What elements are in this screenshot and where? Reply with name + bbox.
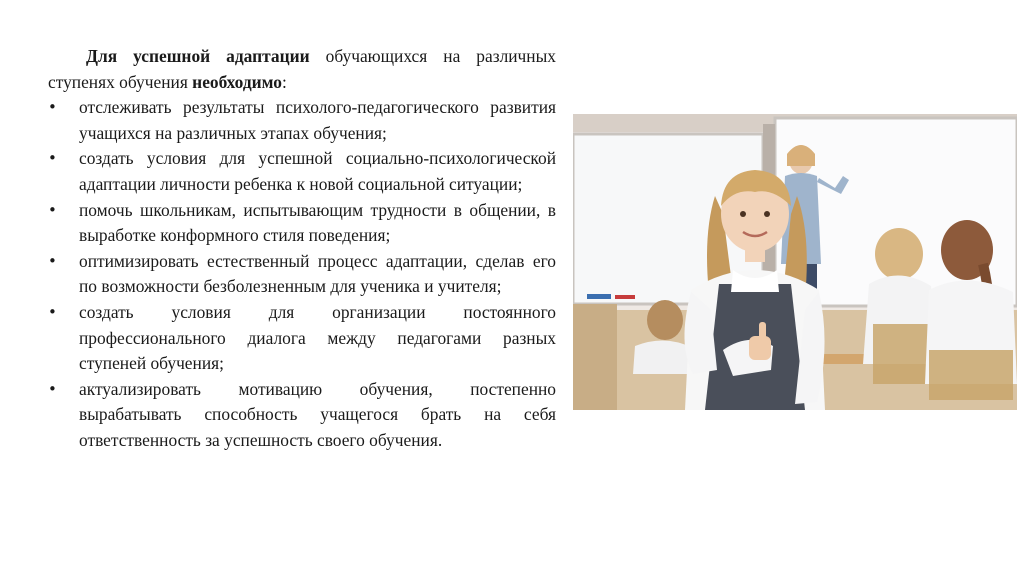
list-item-text: создать условия для успешной социально-психологической адаптации личности ребенка к новой социальной ситуации; (79, 148, 556, 194)
intro-bold-lead: Для успешной адаптации (86, 46, 310, 66)
bullet-icon: • (48, 200, 57, 219)
slide-text (48, 44, 556, 454)
list-item-text: создать условия для организации постоянного профессионального диалога между педагогами разных ступеней обучения; (79, 301, 556, 374)
list-item-text: оптимизировать естественный процесс адаптации, сделав его по возможности безболезненным для ученика и учителя; (79, 250, 556, 297)
bullet-icon: • (48, 302, 57, 321)
list-item (48, 249, 556, 300)
list-item-text: помочь школьникам, испытывающим трудности в общении, в выработке конформного стиля поведения; (79, 199, 556, 246)
list-item (48, 95, 556, 146)
classroom-illustration (573, 114, 1017, 410)
intro-bold-necessary: необходимо (192, 71, 282, 92)
list-item-text: отслеживать результаты психолого-педагогического развития учащихся на различных этапах обучения; (79, 97, 556, 143)
list-item (48, 198, 556, 249)
bullet-icon: • (48, 379, 57, 398)
list-item (48, 377, 556, 454)
list-item (48, 146, 556, 197)
list-item (48, 300, 556, 377)
bullet-icon: • (48, 149, 57, 168)
bullet-icon: • (48, 98, 57, 117)
list-item-text: актуализировать мотивацию обучения, постепенно вырабатывать способность учащегося брать на себя ответственность за успешность своего обучения. (79, 378, 556, 450)
intro-colon: : (282, 71, 287, 92)
intro-paragraph (48, 44, 556, 95)
classroom-photo (573, 114, 1017, 410)
bullet-list (48, 95, 556, 453)
intro-text: обучающихся на различных ступенях обучения (48, 46, 556, 92)
bullet-icon: • (48, 251, 57, 270)
